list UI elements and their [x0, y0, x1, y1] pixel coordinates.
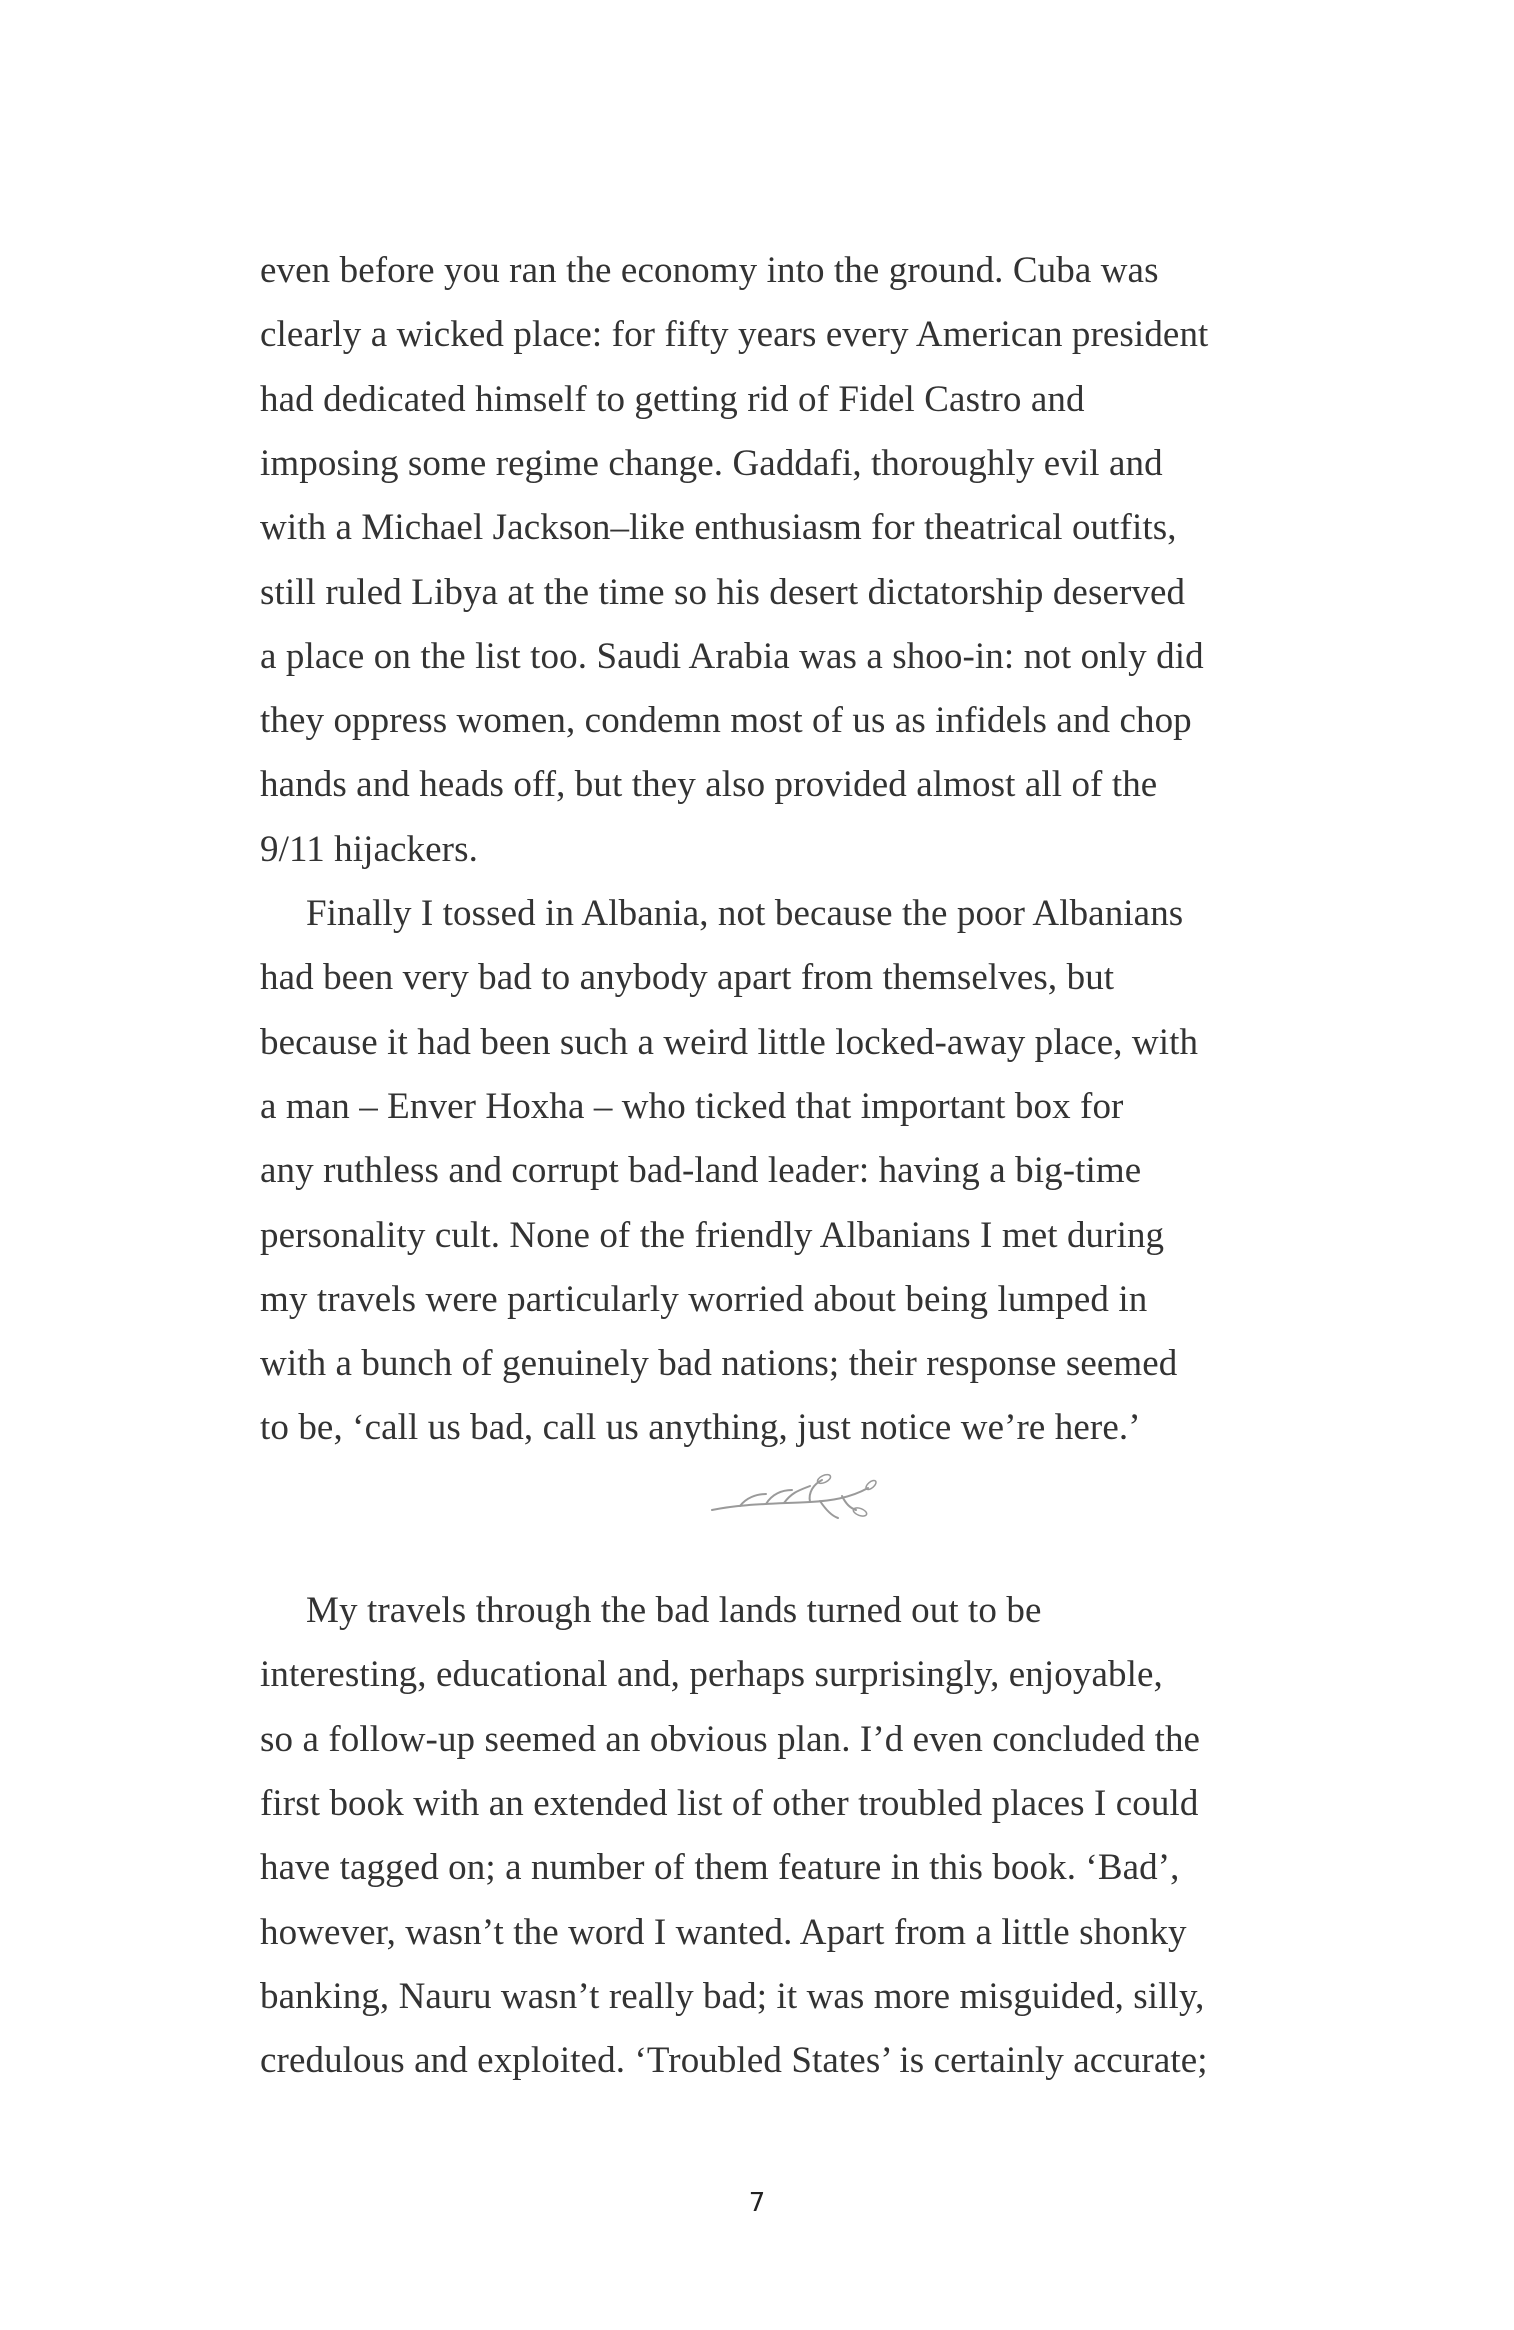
text-line: still ruled Libya at the time so his desert dictatorship deserved	[260, 571, 1186, 613]
text-line: had been very bad to anybody apart from themselves, but	[260, 957, 1115, 999]
text-line: interesting, educational and, perhaps surprisingly, enjoyable,	[260, 1654, 1163, 1696]
text-line: My travels through the bad lands turned out to be	[306, 1590, 1042, 1631]
text-line: because it had been such a weird little locked-away place, with	[260, 1021, 1199, 1063]
text-line: credulous and exploited. ‘Troubled States’ is certainly accurate;	[260, 2040, 1208, 2082]
text-line: a place on the list too. Saudi Arabia was a shoo-in: not only did	[260, 635, 1204, 677]
text-line: so a follow-up seemed an obvious plan. I’d even concluded the	[260, 1718, 1201, 1760]
text-line: however, wasn’t the word I wanted. Apart from a little shonky	[260, 1911, 1187, 1953]
text-line: even before you ran the economy into the ground. Cuba was	[260, 250, 1159, 291]
text-line: hands and heads off, but they also provided almost all of the	[260, 764, 1158, 806]
text-line: they oppress women, condemn most of us as infidels and chop	[260, 700, 1192, 742]
text-line: my travels were particularly worried about being lumped in	[260, 1278, 1148, 1320]
text-line: banking, Nauru wasn’t really bad; it was more misguided, silly,	[260, 1975, 1205, 2017]
text-line: 9/11 hijackers.	[260, 828, 478, 870]
text-line: any ruthless and corrupt bad-land leader: having a big-time	[260, 1150, 1142, 1192]
text-line: clearly a wicked place: for fifty years every American president	[260, 314, 1209, 356]
text-line: Finally I tossed in Albania, not because the poor Albanians	[306, 893, 1184, 934]
text-line: have tagged on; a number of them feature in this book. ‘Bad’,	[260, 1847, 1180, 1889]
text-line: with a Michael Jackson–like enthusiasm for theatrical outfits,	[260, 507, 1177, 549]
text-line: with a bunch of genuinely bad nations; their response seemed	[260, 1343, 1178, 1385]
page-number: 7	[748, 2188, 766, 2218]
text-line: imposing some regime change. Gaddafi, thoroughly evil and	[260, 442, 1163, 484]
text-line: to be, ‘call us bad, call us anything, just notice we’re here.’	[260, 1407, 1141, 1449]
text-line: had dedicated himself to getting rid of Fidel Castro and	[260, 378, 1085, 420]
text-line: a man – Enver Hoxha – who ticked that important box for	[260, 1085, 1124, 1127]
text-line: personality cult. None of the friendly Albanians I met during	[260, 1214, 1165, 1256]
leaf-branch-icon	[700, 1470, 880, 1530]
text-line: first book with an extended list of other troubled places I could	[260, 1782, 1199, 1824]
